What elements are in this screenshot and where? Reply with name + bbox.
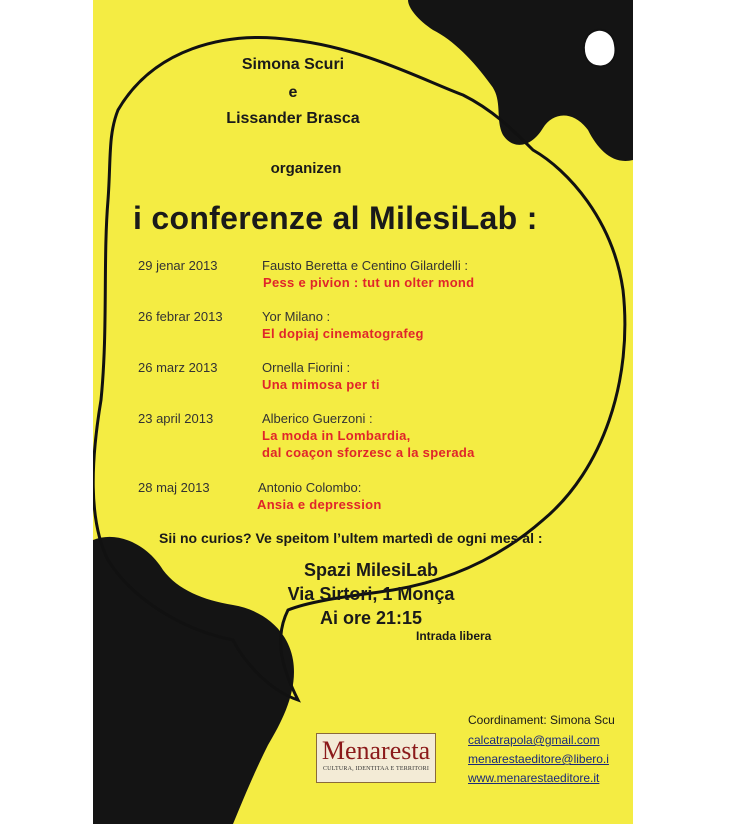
organize-verb: organizen [270, 160, 342, 177]
event-talk-title: Pess e pivion : tut un olter mond [263, 275, 475, 290]
event-speaker: Yor Milano : [262, 309, 331, 324]
coordination-line: Coordinament: Simona Scu [468, 713, 615, 727]
event-date: 23 april 2013 [138, 411, 214, 426]
publisher-logo [316, 733, 436, 783]
ear-shape [584, 30, 616, 67]
venue-address: Via Sirtori, 1 Monça [287, 584, 455, 604]
logo-name: Menaresta [321, 736, 431, 765]
event-talk-title: Una mimosa per ti [262, 377, 380, 392]
email-link-2[interactable]: menarestaeditore@libero.i [468, 752, 609, 766]
event-talk-title: La moda in Lombardia, [262, 428, 411, 443]
website-link[interactable]: www.menarestaeditore.it [468, 771, 600, 785]
email-link-1[interactable]: calcatrapola@gmail.com [468, 733, 600, 747]
event-date: 26 marz 2013 [138, 360, 218, 375]
poster [93, 0, 633, 824]
invite-line: Sii no curios? Ve speitom l’ultem martedì de ogni mes al : [159, 530, 543, 546]
event-talk-title-line2: dal coaçon sforzesc a la sperada [262, 445, 475, 460]
organizer-1: Simona Scuri [241, 56, 345, 73]
organizer-2: Lissander Brasca [226, 110, 360, 127]
venue-time: Ai ore 21:15 [319, 608, 423, 628]
event-date: 28 maj 2013 [138, 480, 210, 495]
venue-name: Spazi MilesiLab [303, 560, 439, 580]
event-speaker: Alberico Guerzoni : [262, 411, 373, 426]
poster-title: i conferenze al MilesiLab : [133, 200, 538, 236]
event-speaker: Antonio Colombo: [258, 480, 362, 495]
logo-tagline: CULTURA, IDENTITAA E TERRITORI [322, 766, 430, 772]
event-speaker: Fausto Beretta e Centino Gilardelli : [262, 258, 468, 273]
event-speaker: Ornella Fiorini : [262, 360, 351, 375]
entry-note: Intrada libera [416, 629, 492, 643]
organizer-conjunction: e [288, 84, 298, 101]
event-talk-title: Ansia e depression [257, 497, 382, 512]
event-date: 29 jenar 2013 [138, 258, 218, 273]
event-talk-title: El dopiaj cinematografeg [262, 326, 424, 341]
event-date: 26 febrar 2013 [138, 309, 223, 324]
